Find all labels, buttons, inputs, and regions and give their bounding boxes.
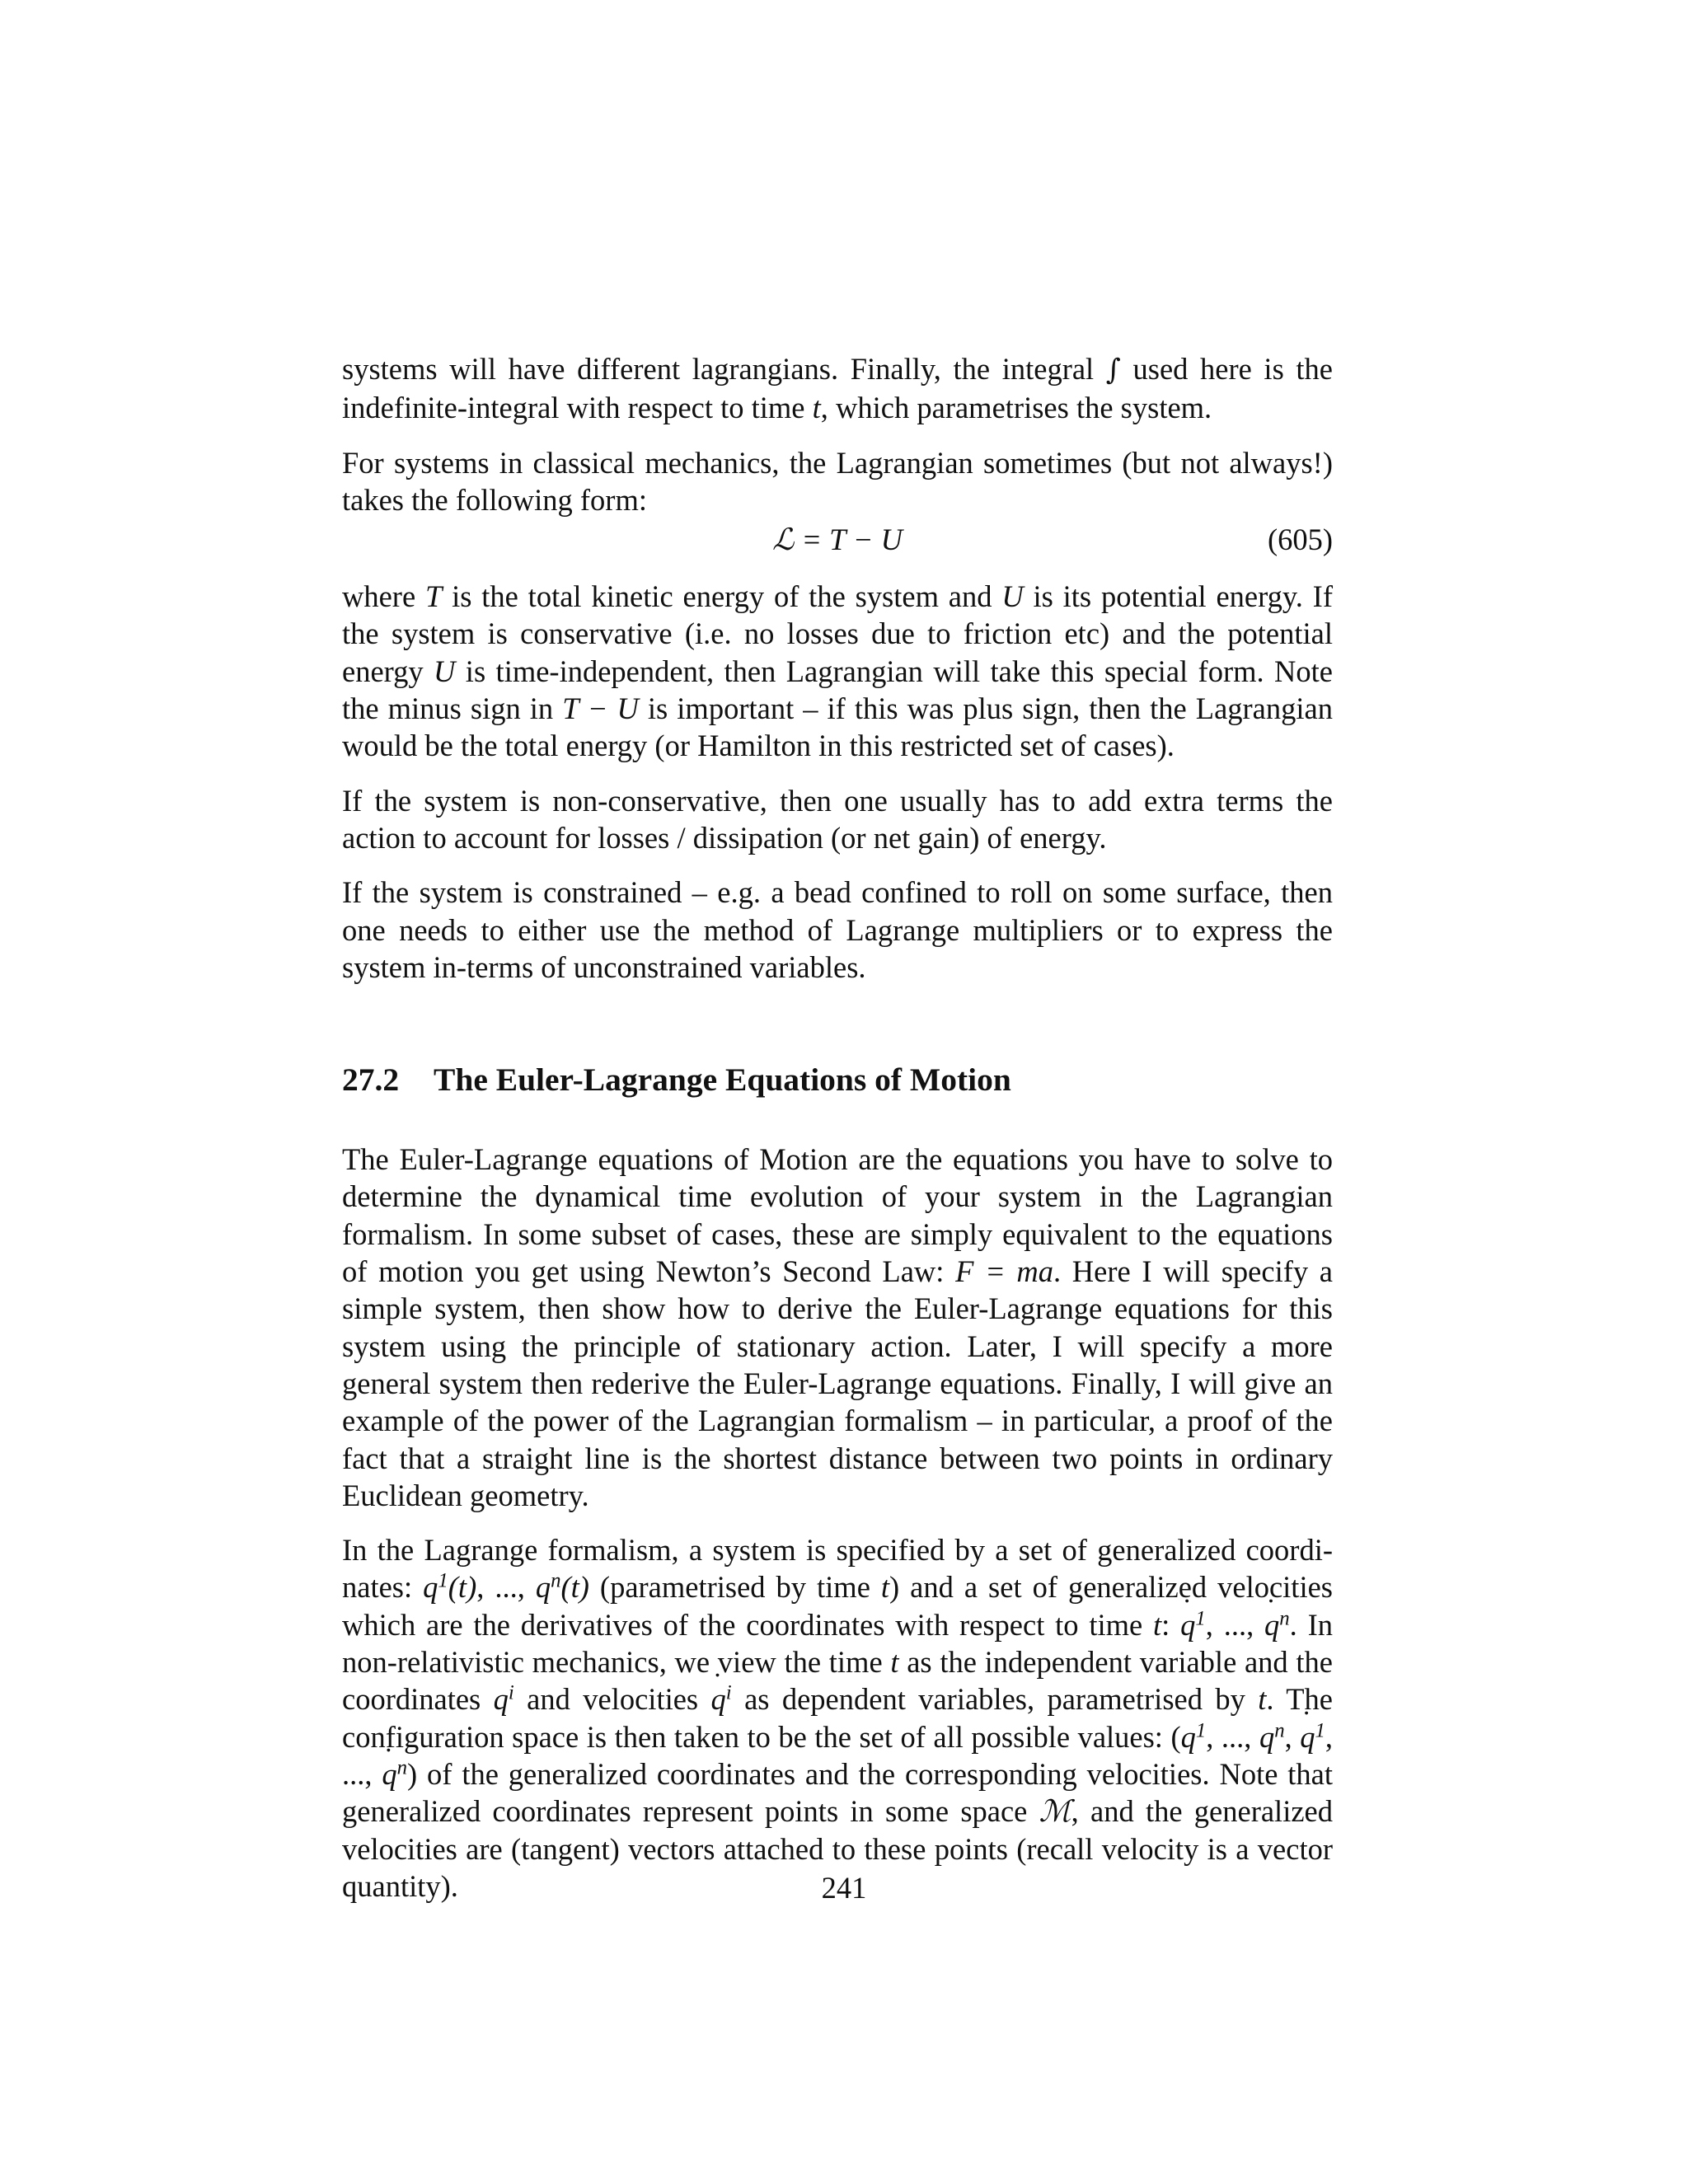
text: used here is the indefinite-integral with respect to time <box>342 352 1333 425</box>
text: systems will have different lagrangians. Finally, the integral <box>342 352 1106 386</box>
page-body <box>342 350 1333 1922</box>
text: , and the generalized velocities are (tangent) vectors attached to these points (recall velocity is a vector quantity). <box>342 1794 1333 1903</box>
math-expression: F = ma <box>955 1254 1053 1289</box>
text: as the independent variable and the coordinates <box>342 1645 1333 1717</box>
page-number: 241 <box>821 1871 867 1905</box>
text: : <box>1161 1607 1181 1642</box>
math-expression: = T − U <box>794 523 903 557</box>
math-variable: U <box>434 654 456 688</box>
text: is important – if this was plus sign, then the Lagrangian would be the total energy (or Hamilton in this restricted set of cases). <box>342 691 1333 763</box>
math-coordinate-qi: $q^i$ <box>493 1681 514 1717</box>
math-space-symbol: ℳ <box>1039 1793 1071 1830</box>
paragraph-kinetic-potential <box>342 578 1333 764</box>
math-variable: t <box>1258 1682 1267 1717</box>
math-variable: t <box>890 1645 899 1680</box>
text: If the system is constrained – e.g. a bead confined to roll on some surface, then one needs to either use the method of Lagrange multipliers or to express the system in-terms of unconstrained variables. <box>342 875 1333 984</box>
math-expression: T − U <box>562 691 639 726</box>
math-separator: , ..., <box>476 1570 536 1605</box>
paragraph-generalized-coordinates <box>342 1531 1333 1905</box>
equation-605 <box>342 521 1333 558</box>
math-variable: T <box>424 579 443 614</box>
integral-symbol: ∫ <box>1105 354 1121 387</box>
paragraph-constrained <box>342 874 1333 986</box>
text: In the Lagrange formalism, a system is specified by a set of generalized coordinates: <box>342 1533 1333 1605</box>
section-title: The Euler-Lagrange Equations of Motion <box>434 1062 1011 1099</box>
text: . In non-relativistic mechanics, we view the time <box>342 1607 1334 1680</box>
text: as dependent variables, parametrised by <box>731 1682 1259 1717</box>
math-variable: t <box>812 391 821 425</box>
paragraph-non-conservative <box>342 782 1333 857</box>
math-velocity-qi: ˙ $q^i$ <box>711 1682 732 1716</box>
math-velocity-q1: ˙ $q^1$ <box>1180 1608 1206 1642</box>
paragraph-euler-lagrange-intro <box>342 1141 1333 1514</box>
paragraph-lagrangian-integral <box>342 350 1333 427</box>
equation-number: (605) <box>1267 523 1333 557</box>
text: . Here I will specify a simple system, then show how to derive the Euler-Lagrange equations for this system using the principle of stationary action. Later, I will specify a more general system then rederive the Euler-Lagrange equations. Finally, I will give an example of the power of the Lagrangian formalism – in particular, a proof of the fact that a straight line is the shortest distance between two points in ordinary Euclidean geometry. <box>342 1254 1333 1512</box>
text: ) and a set of generalized velocities which are the derivatives of the coordinates with respect to time <box>342 1570 1333 1642</box>
text: For systems in classical mechanics, the Lagrangian sometimes (but not always!) takes the following form: <box>342 445 1333 517</box>
text: where <box>342 579 425 614</box>
text: and velocities <box>513 1682 711 1717</box>
math-configuration-tuple: ($q^1$, ..., $q^n$, ˙ $q^1$, ..., ˙ $q^n$) <box>342 1720 1333 1791</box>
text: is the total kinetic energy of the system and <box>442 579 1002 614</box>
math-coordinate-q1t: $q^1(t)$ <box>423 1570 477 1605</box>
math-separator: , ..., <box>1205 1607 1265 1642</box>
math-coordinate-qnt: $q^n(t)$ <box>535 1570 589 1605</box>
text: is time-independent, then Lagrangian will take this special form. Note the minus sign in <box>342 654 1333 726</box>
math-symbol: ℒ <box>771 522 795 558</box>
math-variable: U <box>1001 579 1024 614</box>
math-velocity-qn: ˙ $q^n$ <box>1264 1608 1290 1642</box>
math-variable: t <box>1153 1607 1162 1642</box>
section-number: 27.2 <box>342 1062 400 1099</box>
text: (parametrised by time <box>588 1570 881 1605</box>
text: , which parametrises the system. <box>820 391 1212 425</box>
section-heading <box>342 1060 1333 1099</box>
equation-body <box>342 521 1333 558</box>
text: of the generalized coordinates and the corresponding velocities. Note that generalized coordinates represent points in some space <box>342 1756 1334 1829</box>
math-variable: t <box>880 1570 890 1605</box>
text: is its potential energy. If the system is conservative (i.e. no losses due to friction etc) and the potential energy <box>342 579 1333 688</box>
paragraph-classical-form <box>342 444 1333 519</box>
text: If the system is non-conservative, then one usually has to add extra terms the action to account for losses / dissipation (or net gain) of energy. <box>342 783 1333 855</box>
text: . The configuration space is then taken to be the set of all possible values: <box>342 1682 1334 1754</box>
text: The Euler-Lagrange equations of Motion are the equations you have to solve to determine the dynamical time evolution of your system in the Lagrangian formalism. In some subset of cases, these are simply equivalent to the equations of motion you get using Newton’s Second Law: <box>342 1142 1333 1289</box>
